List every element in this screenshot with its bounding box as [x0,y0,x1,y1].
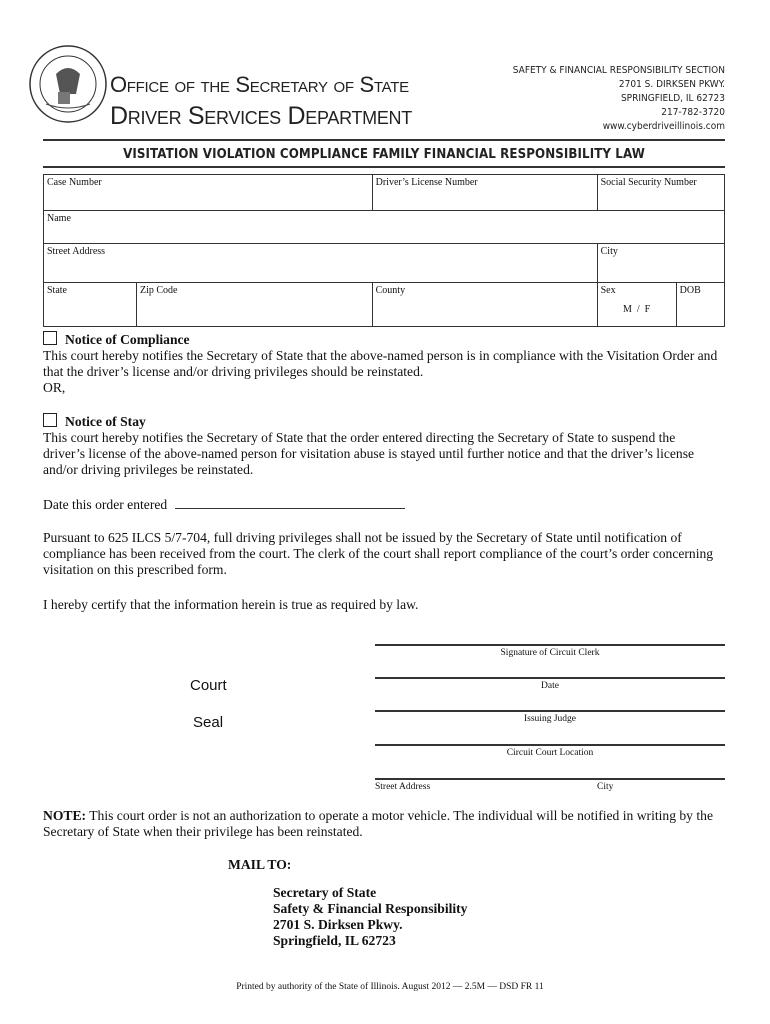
mail-line: Secretary of State [273,885,377,900]
date-line[interactable]: Date [375,677,725,691]
compliance-section [43,331,718,396]
stay-heading: Notice of Stay [65,414,146,429]
footer-text: Printed by authority of the State of Illinois. August 2012 — 2.5M — DSD FR 11 [236,982,544,992]
date-entered-row [43,496,718,513]
date-entered-line[interactable] [175,496,405,509]
clerk-signature-line[interactable]: Signature of Circuit Clerk [375,644,725,658]
phone: 217-782-3720 [661,107,725,118]
zip-field[interactable] [137,283,373,327]
mail-address [273,885,467,949]
label: Zip Code [140,285,178,296]
city: SPRINGFIELD, IL 62723 [620,93,725,104]
label: Case Number [47,177,102,188]
seal-label: Seal [193,714,224,731]
note-body: This court order is not an authorization to operate a motor vehicle. The individual will be notified in writing by the Secretary of State when their privilege has been reinstated. [43,808,713,839]
or-text: OR, [43,380,66,395]
ssn-field[interactable] [597,175,724,211]
stay-section [43,413,718,478]
court-label: Court [190,677,227,694]
city-field[interactable] [597,244,724,283]
sex-field[interactable] [597,283,676,327]
court-address-line[interactable] [375,778,725,792]
illinois-seal-icon [28,44,108,124]
dl-number-field[interactable] [372,175,597,211]
divider [43,139,725,141]
pursuant-text: Pursuant to 625 ILCS 5/7-704, full driving privileges shall not be issued by the Secretary of State until notification of compliance has been received from the court. The clerk of the court shall report compliance of the court’s order concerning visitation on this prescribed form. [43,530,714,577]
stay-checkbox[interactable] [43,413,57,427]
note-label: NOTE: [43,808,87,823]
mail-to-label: MAIL TO: [228,857,292,872]
stay-text: This court hereby notifies the Secretary of State that the order entered directing the Secretary of State to suspend the driver’s license of the above-named person for visitation abuse is stayed until further notice and that the driver’s license and/or driving privileges be reinstated. [43,430,695,477]
sex-options[interactable]: M / F [623,304,651,315]
label: State [47,285,67,296]
street-field[interactable] [44,244,598,283]
mail-line: 2701 S. Dirksen Pkwy. [273,917,403,932]
date-entered-label: Date this order entered [43,497,168,512]
mail-line: Safety & Financial Responsibility [273,901,468,916]
case-number-field[interactable] [44,175,373,211]
name-field[interactable] [44,211,725,244]
label: DOB [679,285,701,296]
compliance-checkbox[interactable] [43,331,57,345]
street-label: Street Address [375,782,431,792]
label: City [600,246,618,257]
label: Name [47,213,71,224]
label: Driver’s License Number [375,177,478,188]
divider [43,166,725,168]
mail-line: Springfield, IL 62723 [273,933,396,948]
state-field[interactable] [44,283,137,327]
note-text [43,808,718,840]
section-name: SAFETY & FINANCIAL RESPONSIBILITY SECTION [512,65,725,76]
office-title: Office of the Secretary of State [110,72,409,97]
court-location-line[interactable]: Circuit Court Location [375,744,725,758]
compliance-text: This court hereby notifies the Secretary of State that the above-named person is in compliance with the Visitation Order and that the driver’s license and/or driving privileges should be reinstated. [43,348,718,379]
section-address [513,64,725,134]
judge-line[interactable]: Issuing Judge [375,710,725,724]
label: County [375,285,406,296]
certify-text: I hereby certify that the information herein is true as required by law. [43,597,419,612]
dob-field[interactable] [676,283,724,327]
county-field[interactable] [372,283,597,327]
identity-form-table [43,174,725,327]
compliance-heading: Notice of Compliance [65,332,190,347]
website: www.cyberdriveillinois.com [602,121,725,132]
label: Sex [600,285,616,296]
city-label: City [597,782,614,792]
street: 2701 S. DIRKSEN PKWY. [618,79,725,90]
label: Social Security Number [600,177,697,188]
label: Street Address [47,246,106,257]
form-title: VISITATION VIOLATION COMPLIANCE FAMILY FINANCIAL RESPONSIBILITY LAW [123,146,645,162]
department-title: Driver Services Department [110,102,412,130]
